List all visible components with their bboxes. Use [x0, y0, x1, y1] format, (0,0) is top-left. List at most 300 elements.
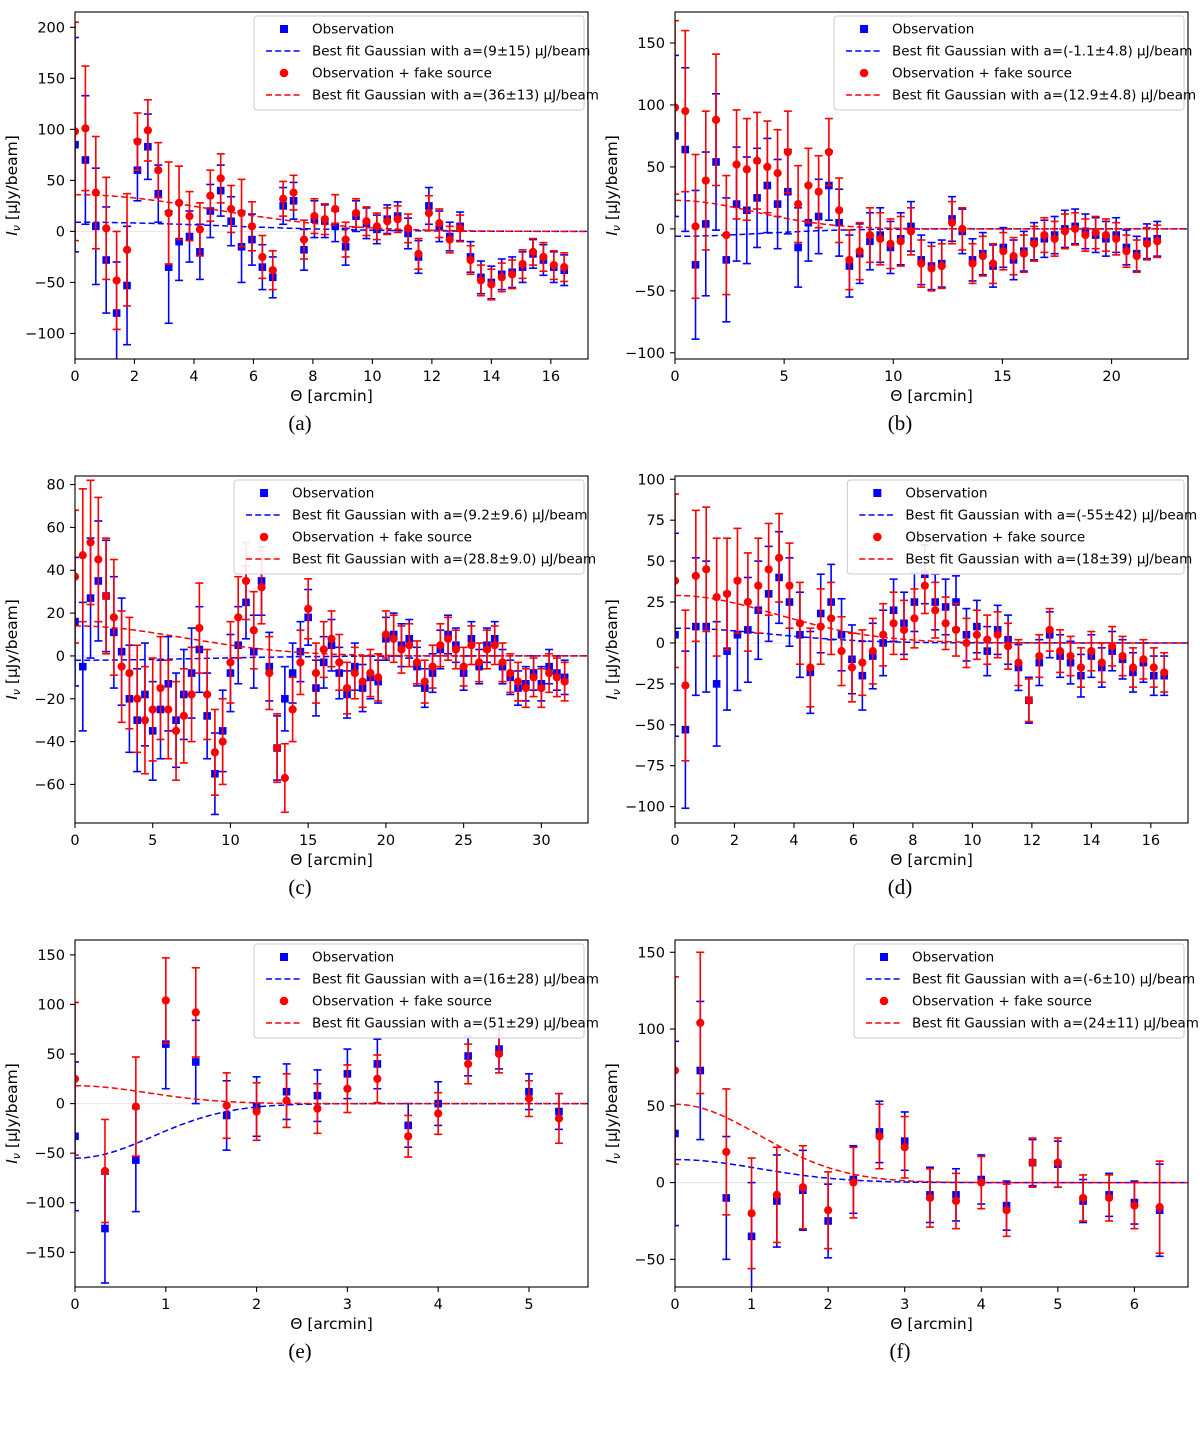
circle-marker [491, 641, 499, 649]
circle-marker [1079, 1194, 1087, 1202]
circle-marker [754, 582, 762, 590]
x-axis [670, 823, 1160, 849]
legend-label: Best fit Gaussian with a=(-6±10) μJ/beam [912, 971, 1196, 988]
circle-marker [374, 673, 382, 681]
legend-label: Best fit Gaussian with a=(16±28) μJ/beam [312, 971, 599, 988]
circle-marker [172, 727, 180, 735]
circle-marker [1133, 252, 1141, 260]
circle-marker [712, 116, 720, 124]
y-tick-label: −20 [34, 691, 65, 708]
circle-marker [1102, 231, 1110, 239]
y-axis-label: Iν [μJy/beam] [3, 599, 23, 700]
fit-observation [675, 229, 1188, 236]
x-tick-label: 12 [1022, 833, 1042, 849]
circle-marker [434, 1109, 442, 1117]
circle-marker [373, 1075, 381, 1083]
fit-fake-source [675, 200, 1188, 229]
circle-marker [123, 246, 131, 254]
circle-marker [79, 551, 87, 559]
y-tick-label: −100 [25, 326, 65, 343]
legend-label: Observation + fake source [912, 993, 1092, 1010]
y-tick-label: 75 [646, 513, 665, 530]
circle-marker [289, 189, 297, 197]
x-axis-label: Θ [arcmin] [890, 851, 973, 869]
square-marker [713, 680, 721, 688]
circle-marker [498, 658, 506, 666]
circle-marker [537, 684, 545, 692]
circle-marker [555, 1114, 563, 1122]
legend-square-marker [873, 489, 881, 497]
circle-marker [1160, 668, 1168, 676]
circle-marker [900, 626, 908, 634]
x-tick-label: 16 [541, 369, 561, 385]
panel-d-caption: (d) [887, 875, 913, 899]
x-tick-label: 1 [161, 1297, 171, 1313]
panel-d [600, 466, 1200, 930]
circle-marker [702, 176, 710, 184]
y-tick-label: 100 [37, 997, 65, 1014]
circle-marker [1081, 231, 1089, 239]
circle-marker [1020, 250, 1028, 258]
circle-marker [404, 224, 412, 232]
circle-marker [525, 1095, 533, 1103]
x-tick-label: 5 [779, 369, 789, 385]
circle-marker [102, 592, 110, 600]
circle-marker [824, 1206, 832, 1214]
circle-marker [373, 222, 381, 230]
y-axis [25, 948, 75, 1261]
square-marker [101, 1225, 109, 1233]
x-axis [670, 359, 1120, 385]
y-tick-label: 100 [37, 122, 65, 139]
circle-marker [1118, 652, 1126, 660]
circle-marker [518, 260, 526, 268]
circle-marker [101, 1167, 109, 1175]
x-tick-label: 0 [70, 1297, 80, 1313]
circle-marker [428, 663, 436, 671]
legend-label: Observation [312, 21, 395, 38]
circle-marker [343, 1085, 351, 1093]
circle-marker [154, 166, 162, 174]
circle-marker [405, 641, 413, 649]
circle-marker [483, 645, 491, 653]
y-axis-label: Iν [μJy/beam] [603, 135, 623, 236]
legend-label: Observation + fake source [292, 529, 472, 546]
circle-marker [763, 163, 771, 171]
x-tick-label: 10 [363, 369, 382, 385]
y-axis [25, 20, 75, 342]
panel-f-caption: (f) [889, 1339, 911, 1363]
x-tick-label: 10 [884, 369, 903, 385]
y-axis-label: Iν [μJy/beam] [603, 1063, 623, 1164]
x-axis-label: Θ [arcmin] [290, 851, 373, 869]
circle-marker [281, 774, 289, 782]
circle-marker [560, 263, 568, 271]
circle-marker [467, 641, 475, 649]
circle-marker [775, 554, 783, 562]
y-tick-label: 150 [37, 71, 65, 88]
circle-marker [952, 1197, 960, 1205]
legend-label: Best fit Gaussian with a=(51±29) μJ/beam [312, 1015, 599, 1032]
circle-marker [989, 259, 997, 267]
y-tick-label: −50 [34, 275, 65, 292]
circle-marker [744, 598, 752, 606]
x-tick-label: 6 [848, 833, 859, 849]
x-tick-label: 8 [308, 369, 318, 385]
x-tick-label: 5 [524, 1297, 534, 1313]
y-tick-label: −50 [34, 1146, 65, 1163]
circle-marker [753, 157, 761, 165]
x-tick-label: 2 [129, 369, 140, 385]
circle-marker [413, 658, 421, 666]
circle-marker [187, 690, 195, 698]
x-tick-label: 3 [900, 1297, 910, 1313]
y-tick-label: 50 [46, 1047, 65, 1064]
circle-marker [414, 250, 422, 258]
x-tick-label: 30 [532, 833, 551, 849]
circle-marker [310, 212, 318, 220]
y-tick-label: −50 [634, 283, 665, 300]
legend-label: Best fit Gaussian with a=(24±11) μJ/beam [912, 1015, 1199, 1032]
x-tick-label: 20 [1102, 369, 1121, 385]
circle-marker [404, 1132, 412, 1140]
y-tick-label: −100 [625, 799, 665, 816]
circle-marker [848, 663, 856, 671]
circle-marker [1009, 252, 1017, 260]
circle-marker [335, 658, 343, 666]
legend-label: Best fit Gaussian with a=(18±39) μJ/beam [905, 551, 1193, 568]
circle-marker [1056, 647, 1064, 655]
circle-marker [248, 222, 256, 230]
circle-marker [849, 1178, 857, 1186]
x-tick-label: 12 [422, 369, 442, 385]
circle-marker [856, 247, 864, 255]
circle-marker [1028, 1159, 1036, 1167]
y-tick-label: 0 [55, 224, 65, 241]
circle-marker [747, 1209, 755, 1217]
circle-marker [498, 273, 506, 281]
legend-label: Observation [312, 949, 395, 966]
legend [847, 480, 1197, 574]
circle-marker [477, 276, 485, 284]
circle-marker [1035, 652, 1043, 660]
circle-marker [300, 235, 308, 243]
circle-marker [1130, 1202, 1138, 1210]
legend-circle-marker [280, 69, 289, 78]
x-tick-label: 3 [342, 1297, 353, 1313]
circle-marker [217, 174, 225, 182]
circle-marker [876, 235, 884, 243]
circle-marker [869, 647, 877, 655]
legend-circle-marker [860, 69, 869, 78]
chart-f [600, 930, 1200, 1335]
x-axis-label: Θ [arcmin] [890, 387, 973, 405]
circle-marker [508, 270, 516, 278]
legend-label: Observation [912, 949, 995, 966]
circle-marker [185, 212, 193, 220]
circle-marker [237, 209, 245, 217]
fit-fake-source [75, 1086, 588, 1104]
circle-marker [799, 1183, 807, 1191]
y-tick-label: 50 [646, 1098, 665, 1115]
panel-b [600, 2, 1200, 466]
y-tick-label: 50 [646, 554, 665, 571]
panel-c [0, 466, 600, 930]
circle-marker [269, 266, 277, 274]
circle-marker [273, 744, 281, 752]
y-tick-label: −50 [634, 1252, 665, 1269]
circle-marker [743, 165, 751, 173]
chart-e [0, 930, 600, 1335]
legend-square-marker [860, 25, 868, 33]
circle-marker [358, 678, 366, 686]
circle-marker [343, 684, 351, 692]
circle-marker [257, 583, 265, 591]
circle-marker [942, 619, 950, 627]
circle-marker [102, 224, 110, 232]
chart-b [600, 2, 1200, 407]
circle-marker [164, 705, 172, 713]
circle-marker [206, 192, 214, 200]
circle-marker [118, 663, 126, 671]
circle-marker [529, 248, 537, 256]
circle-marker [331, 205, 339, 213]
circle-marker [815, 188, 823, 196]
circle-marker [149, 705, 157, 713]
circle-marker [886, 240, 894, 248]
x-tick-label: 14 [1082, 833, 1101, 849]
circle-marker [203, 690, 211, 698]
circle-marker [691, 222, 699, 230]
circle-marker [968, 259, 976, 267]
circle-marker [327, 635, 335, 643]
circle-marker [1129, 663, 1137, 671]
y-tick-label: 0 [55, 648, 65, 665]
circle-marker [133, 138, 141, 146]
circle-marker [141, 716, 149, 724]
x-tick-label: 5 [1053, 1297, 1063, 1313]
circle-marker [692, 572, 700, 580]
circle-marker [192, 1008, 200, 1016]
x-tick-label: 15 [993, 369, 1012, 385]
circle-marker [1040, 231, 1048, 239]
x-tick-label: 6 [1129, 1297, 1140, 1313]
circle-marker [529, 673, 537, 681]
y-tick-label: 80 [46, 477, 65, 494]
legend-label: Observation + fake source [892, 65, 1072, 82]
y-tick-label: 0 [655, 221, 665, 238]
y-tick-label: −25 [634, 676, 665, 693]
circle-marker [732, 160, 740, 168]
y-tick-label: −100 [25, 1195, 65, 1212]
y-tick-label: 0 [655, 1175, 665, 1192]
circle-marker [351, 669, 359, 677]
legend-label: Observation [292, 485, 375, 502]
x-tick-label: 4 [976, 1297, 986, 1313]
y-tick-label: 60 [46, 520, 65, 537]
circle-marker [265, 669, 273, 677]
x-tick-label: 4 [189, 369, 199, 385]
panel-a-caption: (a) [288, 411, 312, 435]
y-axis [34, 478, 75, 794]
y-tick-label: 0 [655, 635, 665, 652]
circle-marker [421, 678, 429, 686]
y-tick-label: 100 [637, 472, 665, 489]
circle-marker [806, 663, 814, 671]
circle-marker [495, 1050, 503, 1058]
panel-e-caption: (e) [288, 1339, 312, 1363]
x-tick-label: 0 [70, 833, 80, 849]
square-marker [289, 669, 297, 677]
panel-b-caption: (b) [887, 411, 913, 435]
circle-marker [804, 181, 812, 189]
y-axis [634, 945, 675, 1268]
circle-marker [522, 684, 530, 692]
x-axis [70, 359, 560, 385]
circle-marker [464, 1060, 472, 1068]
y-tick-label: 50 [646, 159, 665, 176]
legend-circle-marker [880, 997, 889, 1006]
y-tick-label: 40 [46, 563, 65, 580]
series-observation [671, 1001, 1164, 1290]
x-axis [70, 823, 550, 849]
circle-marker [196, 225, 204, 233]
circle-marker [383, 217, 391, 225]
y-tick-label: 150 [637, 35, 665, 52]
fit-observation [75, 1104, 588, 1159]
circle-marker [296, 658, 304, 666]
circle-marker [927, 264, 935, 272]
circle-marker [475, 658, 483, 666]
x-tick-label: 0 [670, 369, 680, 385]
y-tick-label: −40 [34, 734, 65, 751]
circle-marker [835, 206, 843, 214]
x-tick-label: 2 [823, 1297, 833, 1313]
circle-marker [133, 695, 141, 703]
circle-marker [352, 209, 360, 217]
legend-circle-marker [280, 997, 289, 1006]
circle-marker [81, 124, 89, 132]
chart-a [0, 2, 600, 407]
legend-circle-marker [873, 533, 882, 542]
circle-marker [390, 635, 398, 643]
circle-marker [825, 148, 833, 156]
circle-marker [165, 209, 173, 217]
circle-marker [1030, 240, 1038, 248]
circle-marker [382, 630, 390, 638]
y-tick-label: −100 [625, 345, 665, 362]
x-axis-label: Θ [arcmin] [890, 1315, 973, 1333]
legend-label: Observation + fake source [905, 529, 1086, 546]
legend [854, 944, 1199, 1038]
circle-marker [446, 235, 454, 243]
legend-square-marker [280, 25, 288, 33]
circle-marker [252, 1107, 260, 1115]
square-marker [192, 1058, 200, 1066]
x-tick-label: 25 [454, 833, 473, 849]
circle-marker [1077, 663, 1085, 671]
circle-marker [444, 635, 452, 643]
x-axis-label: Θ [arcmin] [290, 387, 373, 405]
circle-marker [113, 276, 121, 284]
circle-marker [86, 538, 94, 546]
circle-marker [973, 631, 981, 639]
square-marker [794, 244, 802, 252]
circle-marker [1153, 237, 1161, 245]
x-tick-label: 2 [729, 833, 740, 849]
x-tick-label: 4 [433, 1297, 443, 1313]
circle-marker [110, 613, 118, 621]
legend-label: Best fit Gaussian with a=(-55±42) μJ/beam [905, 507, 1198, 524]
chart-d [600, 466, 1200, 871]
circle-marker [506, 669, 514, 677]
circle-marker [289, 705, 297, 713]
circle-marker [827, 614, 835, 622]
x-tick-label: 10 [963, 833, 982, 849]
y-axis [625, 36, 675, 362]
circle-marker [466, 256, 474, 264]
circle-marker [785, 582, 793, 590]
circle-marker [1002, 1206, 1010, 1214]
circle-marker [1105, 1194, 1113, 1202]
y-tick-label: 20 [46, 606, 65, 623]
legend-label: Best fit Gaussian with a=(36±13) μJ/beam [312, 87, 599, 104]
y-tick-label: 0 [55, 1096, 65, 1113]
x-tick-label: 8 [908, 833, 918, 849]
circle-marker [773, 1191, 781, 1199]
legend [834, 16, 1196, 110]
circle-marker [219, 738, 227, 746]
circle-marker [722, 1148, 730, 1156]
x-tick-label: 4 [789, 833, 799, 849]
circle-marker [394, 215, 402, 223]
circle-marker [999, 247, 1007, 255]
circle-marker [313, 1104, 321, 1112]
circle-marker [938, 262, 946, 270]
x-axis-label: Θ [arcmin] [290, 1315, 373, 1333]
circle-marker [994, 631, 1002, 639]
y-tick-label: 150 [37, 947, 65, 964]
panel-f [600, 930, 1200, 1394]
circle-marker [1143, 240, 1151, 248]
y-axis-label: Iν [μJy/beam] [3, 135, 23, 236]
x-tick-label: 0 [670, 1297, 680, 1313]
x-tick-label: 20 [376, 833, 396, 849]
legend-label: Observation + fake source [312, 993, 492, 1010]
circle-marker [397, 645, 405, 653]
circle-marker [979, 252, 987, 260]
circle-marker [234, 613, 242, 621]
panel-a [0, 2, 600, 466]
legend-label: Best fit Gaussian with a=(28.8±9.0) μJ/beam [292, 551, 597, 568]
circle-marker [1156, 1203, 1164, 1211]
circle-marker [180, 712, 188, 720]
circle-marker [681, 681, 689, 689]
circle-marker [561, 678, 569, 686]
y-tick-label: 50 [46, 173, 65, 190]
circle-marker [514, 678, 522, 686]
circle-marker [858, 658, 866, 666]
circle-marker [156, 684, 164, 692]
y-tick-label: 25 [646, 595, 665, 612]
circle-marker [702, 565, 710, 573]
circle-marker [279, 195, 287, 203]
chart-c [0, 466, 600, 871]
circle-marker [1112, 235, 1120, 243]
circle-marker [1066, 652, 1074, 660]
x-tick-label: 16 [1141, 833, 1161, 849]
x-axis [670, 1287, 1139, 1313]
